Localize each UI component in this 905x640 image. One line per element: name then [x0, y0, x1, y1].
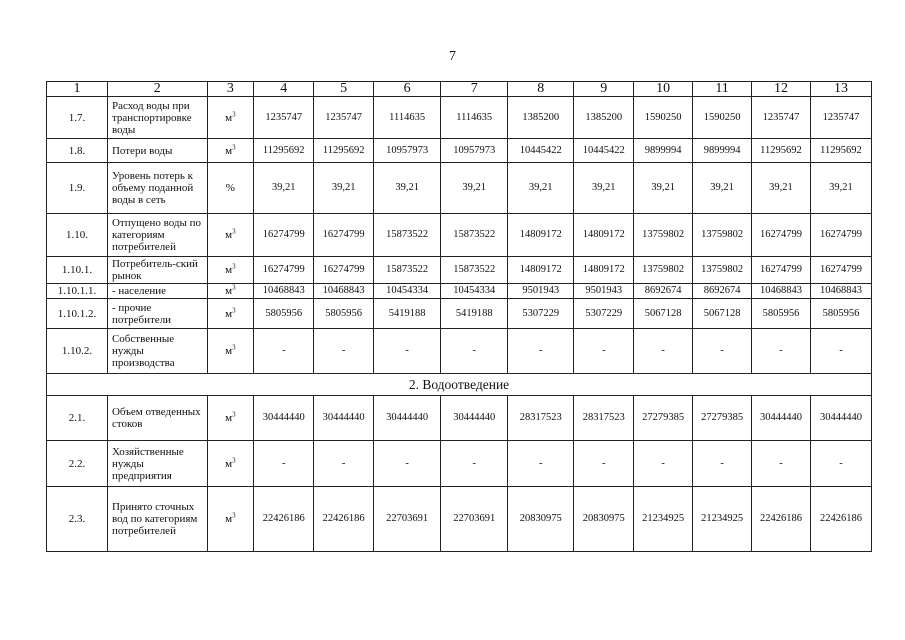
value-cell: 10468843 — [254, 284, 314, 299]
value-cell: 10454334 — [441, 284, 508, 299]
table-row — [47, 299, 872, 329]
value-cell: - — [752, 329, 811, 374]
table-row — [47, 139, 872, 163]
value-cell: 9899994 — [693, 139, 752, 163]
value-cell: 14809172 — [574, 214, 634, 257]
column-header: 4 — [254, 82, 314, 97]
value-cell: 10468843 — [314, 284, 374, 299]
value-cell: 11295692 — [810, 139, 871, 163]
value-cell: 30444440 — [374, 396, 441, 441]
row-unit — [207, 396, 254, 441]
value-cell: 39,21 — [441, 163, 508, 214]
value-cell: 16274799 — [314, 214, 374, 257]
row-name: Хозяйственные нужды предприятия — [107, 441, 207, 487]
value-cell: - — [693, 329, 752, 374]
row-code: 1.10.1.1. — [47, 284, 108, 299]
value-cell: 39,21 — [634, 163, 693, 214]
value-cell: 39,21 — [374, 163, 441, 214]
unit-superscript: 3 — [232, 262, 236, 271]
row-unit — [207, 329, 254, 374]
value-cell: 1235747 — [810, 97, 871, 139]
row-code: 1.10.2. — [47, 329, 108, 374]
row-code: 1.10.1.2. — [47, 299, 108, 329]
column-header: 12 — [752, 82, 811, 97]
value-cell: 16274799 — [810, 214, 871, 257]
row-code: 1.8. — [47, 139, 108, 163]
value-cell: 39,21 — [314, 163, 374, 214]
column-header: 5 — [314, 82, 374, 97]
value-cell: 5067128 — [634, 299, 693, 329]
value-cell: 13759802 — [693, 214, 752, 257]
value-cell: 20830975 — [508, 487, 574, 552]
unit-superscript: 3 — [232, 142, 236, 151]
value-cell: 22426186 — [314, 487, 374, 552]
value-cell: 15873522 — [374, 257, 441, 284]
value-cell: 28317523 — [574, 396, 634, 441]
row-name: Отпущено воды по категориям потребителей — [107, 214, 207, 257]
table-row — [47, 487, 872, 552]
value-cell: 39,21 — [574, 163, 634, 214]
data-table — [46, 81, 872, 552]
value-cell: 21234925 — [693, 487, 752, 552]
value-cell: - — [254, 329, 314, 374]
value-cell: 16274799 — [752, 257, 811, 284]
row-unit — [207, 139, 254, 163]
section-title: 2. Водоотведение — [47, 374, 872, 396]
value-cell: 14809172 — [508, 257, 574, 284]
row-code: 2.2. — [47, 441, 108, 487]
value-cell: 5419188 — [441, 299, 508, 329]
table-row — [47, 329, 872, 374]
unit-base: м — [225, 307, 233, 320]
header-row — [47, 82, 872, 97]
value-cell: - — [634, 329, 693, 374]
value-cell: 1235747 — [752, 97, 811, 139]
value-cell: 13759802 — [693, 257, 752, 284]
row-code: 1.9. — [47, 163, 108, 214]
column-header: 7 — [441, 82, 508, 97]
column-header: 6 — [374, 82, 441, 97]
unit-superscript: 3 — [232, 227, 236, 236]
row-unit — [207, 299, 254, 329]
row-unit — [207, 257, 254, 284]
value-cell: - — [508, 329, 574, 374]
column-header: 13 — [810, 82, 871, 97]
column-header: 11 — [693, 82, 752, 97]
value-cell: 16274799 — [254, 257, 314, 284]
value-cell: - — [634, 441, 693, 487]
table-row — [47, 396, 872, 441]
table-row — [47, 97, 872, 139]
value-cell: 22426186 — [254, 487, 314, 552]
value-cell: 30444440 — [314, 396, 374, 441]
value-cell: 22703691 — [374, 487, 441, 552]
table-row — [47, 214, 872, 257]
value-cell: - — [810, 329, 871, 374]
value-cell: 30444440 — [254, 396, 314, 441]
row-name: - население — [107, 284, 207, 299]
unit-base: м — [225, 144, 233, 157]
value-cell: - — [810, 441, 871, 487]
value-cell: 20830975 — [574, 487, 634, 552]
value-cell: 1385200 — [574, 97, 634, 139]
value-cell: 15873522 — [441, 214, 508, 257]
value-cell: - — [374, 329, 441, 374]
row-unit — [207, 163, 254, 214]
value-cell: 8692674 — [693, 284, 752, 299]
table-row — [47, 284, 872, 299]
row-name: Уровень потерь к объему поданной воды в сеть — [107, 163, 207, 214]
value-cell: 28317523 — [508, 396, 574, 441]
row-code: 1.10. — [47, 214, 108, 257]
column-header: 1 — [47, 82, 108, 97]
value-cell: 1235747 — [254, 97, 314, 139]
value-cell: 27279385 — [693, 396, 752, 441]
table-row — [47, 441, 872, 487]
row-name: Расход воды при транспортировке воды — [107, 97, 207, 139]
value-cell: - — [752, 441, 811, 487]
value-cell: 10445422 — [508, 139, 574, 163]
value-cell: 1114635 — [441, 97, 508, 139]
row-unit — [207, 97, 254, 139]
table-row — [47, 163, 872, 214]
value-cell: 9899994 — [634, 139, 693, 163]
page-number: 7 — [449, 49, 456, 64]
unit-superscript: 3 — [232, 511, 236, 520]
value-cell: 9501943 — [508, 284, 574, 299]
unit-superscript: 3 — [232, 109, 236, 118]
value-cell: - — [693, 441, 752, 487]
value-cell: 1590250 — [693, 97, 752, 139]
row-name: Принято сточных вод по категориям потребителей — [107, 487, 207, 552]
value-cell: 30444440 — [752, 396, 811, 441]
value-cell: 39,21 — [693, 163, 752, 214]
value-cell: 15873522 — [441, 257, 508, 284]
row-name: Собственные нужды производства — [107, 329, 207, 374]
value-cell: 30444440 — [810, 396, 871, 441]
unit-base: м — [225, 345, 233, 357]
column-header: 3 — [207, 82, 254, 97]
value-cell: 13759802 — [634, 257, 693, 284]
row-code: 2.1. — [47, 396, 108, 441]
value-cell: 10468843 — [752, 284, 811, 299]
column-header: 2 — [107, 82, 207, 97]
value-cell: - — [508, 441, 574, 487]
unit-base: м — [225, 513, 233, 525]
table-body — [47, 82, 872, 552]
section-row — [47, 374, 872, 396]
value-cell: 11295692 — [314, 139, 374, 163]
value-cell: - — [254, 441, 314, 487]
row-code: 1.10.1. — [47, 257, 108, 284]
value-cell: 16274799 — [254, 214, 314, 257]
unit-base: м — [225, 111, 233, 124]
row-unit — [207, 214, 254, 257]
value-cell: - — [441, 329, 508, 374]
row-name: Объем отведенных стоков — [107, 396, 207, 441]
value-cell: 5067128 — [693, 299, 752, 329]
value-cell: - — [314, 329, 374, 374]
unit-base: м — [225, 412, 233, 424]
value-cell: - — [574, 329, 634, 374]
value-cell: 15873522 — [374, 214, 441, 257]
value-cell: 9501943 — [574, 284, 634, 299]
value-cell: - — [574, 441, 634, 487]
value-cell: 11295692 — [254, 139, 314, 163]
row-code: 1.7. — [47, 97, 108, 139]
value-cell: 22426186 — [810, 487, 871, 552]
unit-superscript: 3 — [232, 343, 236, 352]
value-cell: 16274799 — [810, 257, 871, 284]
table-row — [47, 257, 872, 284]
unit-base: % — [225, 182, 235, 194]
value-cell: 8692674 — [634, 284, 693, 299]
column-header: 10 — [634, 82, 693, 97]
value-cell: 13759802 — [634, 214, 693, 257]
unit-superscript: 3 — [232, 455, 236, 464]
row-code: 2.3. — [47, 487, 108, 552]
value-cell: 10445422 — [574, 139, 634, 163]
unit-base: м — [225, 457, 233, 470]
value-cell: 10957973 — [441, 139, 508, 163]
row-name: - прочие потребители — [107, 299, 207, 329]
value-cell: 5805956 — [254, 299, 314, 329]
value-cell: 14809172 — [508, 214, 574, 257]
column-header: 9 — [574, 82, 634, 97]
row-name: Потери воды — [107, 139, 207, 163]
value-cell: 39,21 — [254, 163, 314, 214]
value-cell: 27279385 — [634, 396, 693, 441]
value-cell: 39,21 — [752, 163, 811, 214]
value-cell: 39,21 — [810, 163, 871, 214]
row-unit — [207, 487, 254, 552]
value-cell: - — [374, 441, 441, 487]
value-cell: 30444440 — [441, 396, 508, 441]
value-cell: 5307229 — [508, 299, 574, 329]
value-cell: 16274799 — [314, 257, 374, 284]
value-cell: - — [314, 441, 374, 487]
value-cell: 5805956 — [810, 299, 871, 329]
unit-superscript: 3 — [232, 283, 236, 292]
row-name: Потребитель-ский рынок — [107, 257, 207, 284]
column-header: 8 — [508, 82, 574, 97]
unit-base: м — [225, 229, 233, 241]
value-cell: 1385200 — [508, 97, 574, 139]
row-unit — [207, 284, 254, 299]
value-cell: 1590250 — [634, 97, 693, 139]
value-cell: 10957973 — [374, 139, 441, 163]
value-cell: 11295692 — [752, 139, 811, 163]
value-cell: 16274799 — [752, 214, 811, 257]
value-cell: 14809172 — [574, 257, 634, 284]
value-cell: 22703691 — [441, 487, 508, 552]
unit-base: м — [225, 285, 233, 297]
value-cell: 5805956 — [314, 299, 374, 329]
value-cell: 5419188 — [374, 299, 441, 329]
unit-base: м — [225, 264, 233, 276]
value-cell: 21234925 — [634, 487, 693, 552]
value-cell: - — [441, 441, 508, 487]
row-unit — [207, 441, 254, 487]
value-cell: 10454334 — [374, 284, 441, 299]
value-cell: 39,21 — [508, 163, 574, 214]
value-cell: 5307229 — [574, 299, 634, 329]
value-cell: 22426186 — [752, 487, 811, 552]
unit-superscript: 3 — [232, 305, 236, 314]
value-cell: 10468843 — [810, 284, 871, 299]
value-cell: 1114635 — [374, 97, 441, 139]
value-cell: 1235747 — [314, 97, 374, 139]
value-cell: 5805956 — [752, 299, 811, 329]
unit-superscript: 3 — [232, 410, 236, 419]
